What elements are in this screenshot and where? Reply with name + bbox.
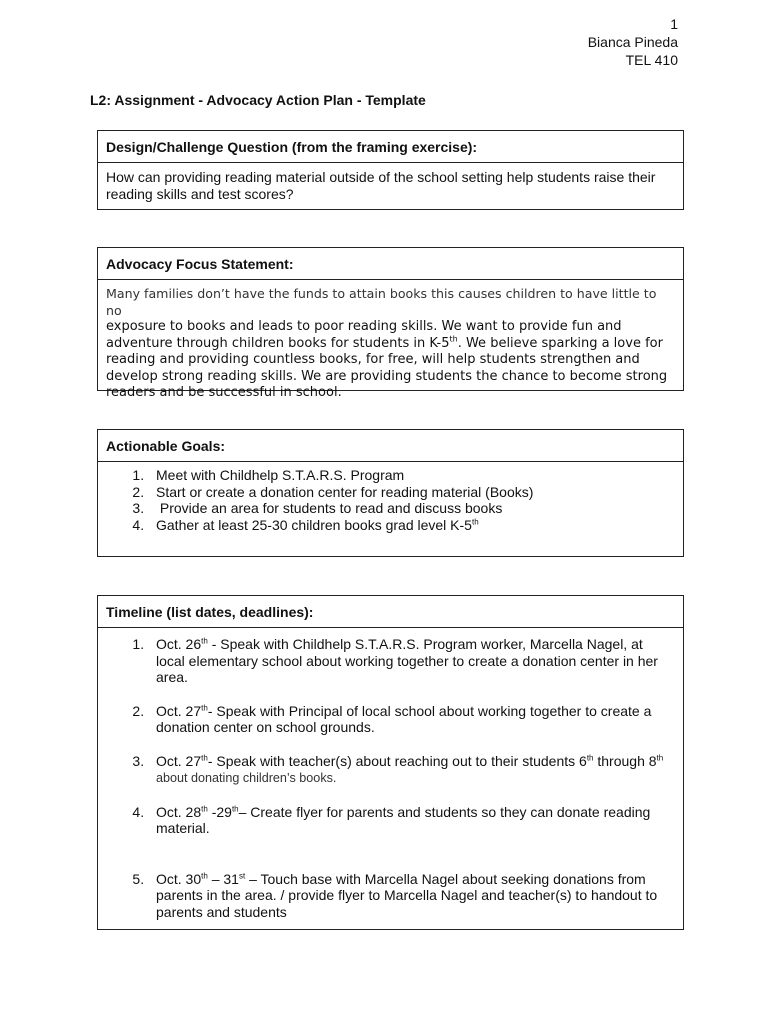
timeline-date: Oct. 30 [156, 870, 202, 887]
timeline-sup: th [201, 702, 208, 712]
focus-line-1: Many families don’t have the funds to attain books this causes children to have little to no [106, 286, 657, 318]
timeline-date: Oct. 27 [156, 702, 202, 719]
focus-superscript: th [449, 334, 458, 344]
actionable-goals-body [98, 462, 683, 539]
timeline-sup: th [231, 803, 239, 813]
timeline-text: through 8 [593, 752, 657, 769]
actionable-goals-box [97, 429, 684, 557]
goal-item [148, 467, 675, 484]
timeline-list [106, 636, 675, 920]
timeline-text: -29 [207, 803, 232, 820]
goal-item [148, 517, 675, 534]
author-name: Bianca Pineda [587, 34, 678, 50]
timeline-sup: th [586, 752, 594, 762]
goal-item [148, 484, 675, 501]
timeline-date: Oct. 28 [156, 803, 202, 820]
timeline-date: Oct. 26 [156, 636, 202, 652]
timeline-text: - Speak with Childhelp S.T.A.R.S. Program worker, Marcella Nagel, at local elementary school about working together to create a donation center in her area. [156, 636, 658, 685]
timeline-item [148, 703, 675, 736]
timeline-text: about donating children’s books. [156, 771, 337, 785]
timeline-box [97, 595, 684, 930]
focus-text-part2: . We believe sparking a love for reading and providing countless books, for free, will help students strengthen and develop strong reading skills. We are providing students the chance to become strong readers and be successful in school. [106, 335, 668, 400]
focus-paragraph [106, 319, 675, 402]
timeline-heading: Timeline (list dates, deadlines): [98, 596, 683, 628]
timeline-body [98, 628, 683, 943]
timeline-sup: th [201, 636, 208, 646]
timeline-sup: st [238, 870, 246, 880]
timeline-sup: th [201, 870, 208, 880]
design-question-text: How can providing reading material outside of the school setting help students raise their reading skills and test scores? [106, 169, 656, 202]
goal-text: Start or create a donation center for reading material (Books) [156, 483, 534, 500]
timeline-text: – Touch base with Marcella Nagel about seeking donations from parents in the area. / provide flyer to Marcella Nagel and teacher(s) to handout to parents and students [156, 870, 658, 920]
document-title: L2: Assignment - Advocacy Action Plan - Template [90, 92, 426, 108]
timeline-item [148, 804, 675, 837]
focus-statement-box [97, 247, 684, 400]
goals-list [106, 467, 675, 533]
focus-text-part1: exposure to books and leads to poor reading skills. We want to provide fun and adventure through children books for students in K-5 [106, 319, 622, 351]
goal-text: Gather at least 25-30 children books grad level K-5 [156, 516, 472, 533]
focus-statement-heading: Advocacy Focus Statement: [98, 248, 683, 280]
focus-statement-text [98, 280, 683, 408]
course-code: TEL 410 [625, 52, 678, 68]
goal-item [148, 500, 675, 517]
design-question-box [97, 130, 684, 210]
timeline-sup: th [201, 803, 208, 813]
timeline-text: - Speak with Principal of local school about working together to create a donation center on school grounds. [156, 702, 652, 735]
timeline-text: – 31 [207, 870, 239, 887]
goal-text: Meet with Childhelp S.T.A.R.S. Program [156, 467, 405, 483]
goal-superscript: th [471, 516, 479, 526]
timeline-text: – Create flyer for parents and students so they can donate reading material. [156, 803, 651, 836]
design-question-heading: Design/Challenge Question (from the framing exercise): [98, 131, 683, 163]
timeline-text: - Speak with teacher(s) about reaching out to their students 6 [207, 752, 587, 769]
page-header [588, 15, 678, 69]
goal-text: Provide an area for students to read and discuss books [156, 500, 503, 516]
timeline-item [148, 753, 675, 787]
timeline-sup: th [201, 752, 208, 762]
timeline-item [148, 636, 675, 686]
timeline-date: Oct. 27 [156, 752, 202, 769]
actionable-goals-heading: Actionable Goals: [98, 430, 683, 462]
timeline-item [148, 871, 675, 921]
timeline-sup: th [656, 752, 664, 762]
page-number: 1 [670, 16, 678, 32]
